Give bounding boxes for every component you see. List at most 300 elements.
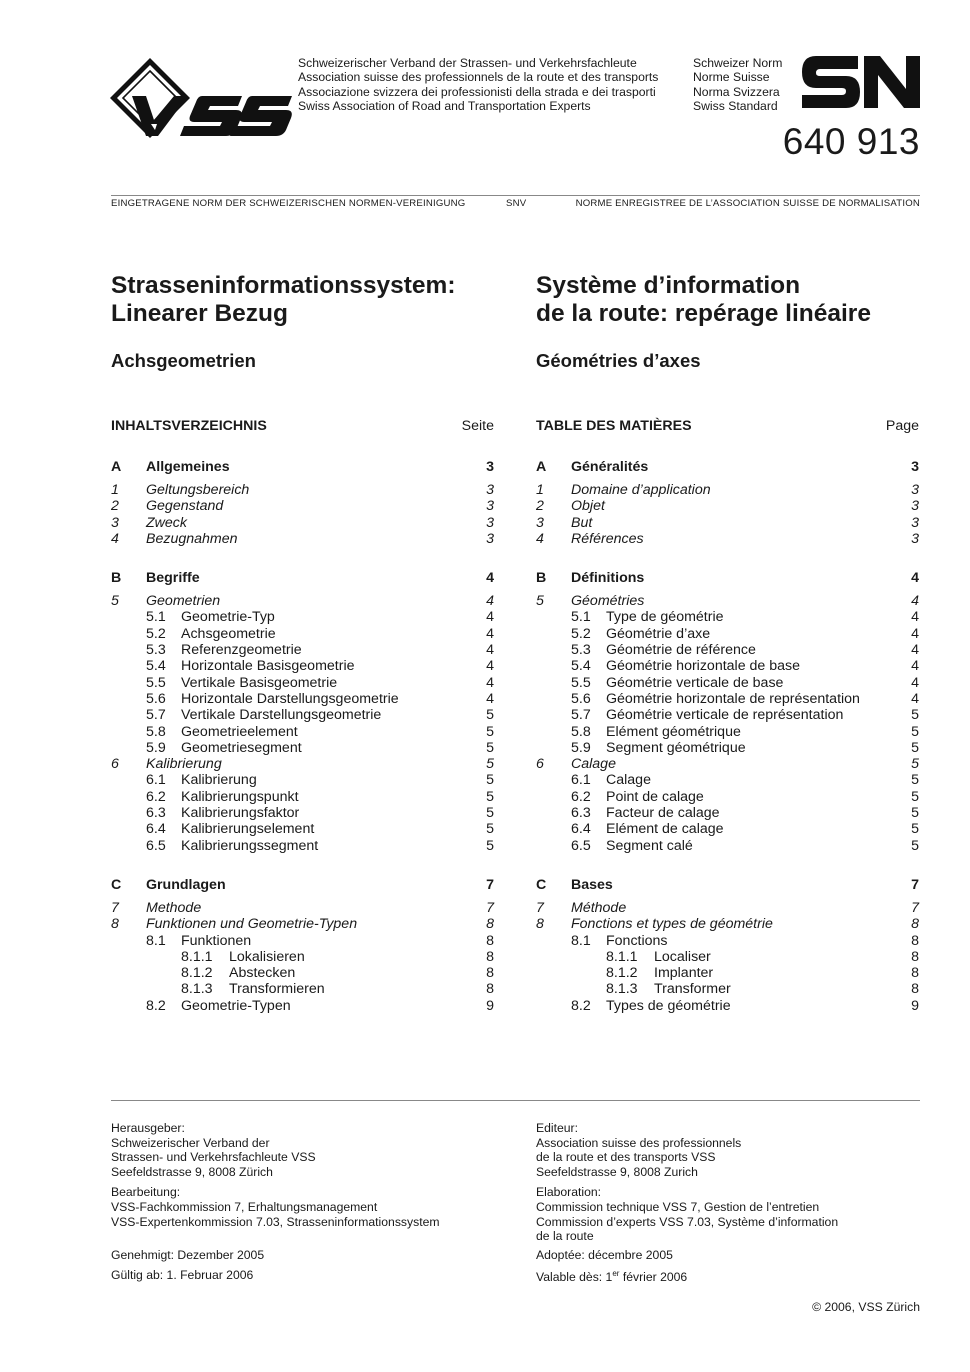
toc-page-number: 5 — [911, 707, 919, 724]
toc-entry-title: Horizontale Basisgeometrie — [181, 658, 355, 675]
registration-fr: NORME ENREGISTREE DE L’ASSOCIATION SUISSE DE NORMALISATION — [575, 198, 920, 209]
toc-page-number: 8 — [486, 948, 494, 965]
toc-section-title: Allgemeines — [146, 459, 230, 475]
toc-subsubentry[interactable] — [536, 965, 919, 981]
toc-entry-number: 6.1 — [571, 772, 591, 789]
editing-line: Commission technique VSS 7, Gestion de l’entretien — [536, 1199, 820, 1214]
toc-page-number: 5 — [911, 788, 919, 805]
toc-page-number: 5 — [486, 837, 494, 854]
toc-page-number: 4 — [486, 593, 494, 610]
toc-section[interactable] — [536, 458, 919, 476]
toc-entry-title: Lokalisieren — [229, 948, 305, 965]
title-fr-line-1: Système d’information — [536, 272, 801, 299]
toc-subsubentry[interactable] — [111, 981, 494, 997]
approved-date: Adoptée: décembre 2005 — [536, 1247, 673, 1262]
toc-entry-title: Geometrie-Typen — [181, 997, 291, 1014]
toc-page-number: 4 — [911, 642, 919, 659]
copyright: © 2006, VSS Zürich — [812, 1300, 920, 1314]
toc-indent — [111, 724, 146, 740]
toc-indent — [536, 707, 571, 723]
toc-entry-number: 6.3 — [571, 805, 591, 822]
toc-indent — [536, 675, 571, 691]
toc-entry[interactable] — [536, 482, 919, 498]
toc-entry[interactable] — [111, 498, 494, 514]
toc-header — [536, 418, 919, 436]
toc-page-number: 3 — [911, 498, 919, 515]
editing-line: VSS-Expertenkommission 7.03, Strasseninformationssystem — [111, 1214, 440, 1229]
toc-page-number: 8 — [911, 981, 919, 998]
toc-entry-title: Horizontale Darstellungsgeometrie — [181, 690, 399, 707]
toc-indent — [111, 691, 146, 707]
toc-entry-title: Point de calage — [606, 788, 704, 805]
toc-page-number: 8 — [486, 916, 494, 933]
toc-entry-number: 8.1.1 — [181, 948, 213, 965]
toc-entry[interactable] — [111, 593, 494, 609]
toc-entry-title: Objet — [571, 498, 605, 515]
toc-entry-title: Localiser — [654, 948, 711, 965]
approved-date: Genehmigt: Dezember 2005 — [111, 1248, 265, 1263]
toc-page-number: 3 — [486, 514, 494, 531]
toc-page-number: 4 — [486, 570, 494, 587]
toc-entry-title: Elément de calage — [606, 821, 724, 838]
toc-entry[interactable] — [536, 593, 919, 609]
publisher-line: Association suisse des professionnels — [536, 1135, 742, 1150]
toc-entry-number: 8.2 — [571, 997, 591, 1014]
valid-date: Gültig ab: 1. Februar 2006 — [111, 1267, 254, 1282]
toc-page-number: 5 — [486, 739, 494, 756]
toc-entry-number: 5.9 — [571, 739, 591, 756]
toc-entry-number: 5.6 — [571, 690, 591, 707]
toc-page-number: 5 — [486, 772, 494, 789]
toc-entry[interactable] — [111, 916, 494, 932]
toc-indent — [111, 658, 146, 674]
toc-entry-number: 6.4 — [146, 821, 166, 838]
toc-entry-number: 6.4 — [571, 821, 591, 838]
toc-entry-number: 5.2 — [146, 625, 166, 642]
publisher-line: Schweizerischer Verband der — [111, 1135, 270, 1150]
toc-section-title: Bases — [571, 876, 613, 893]
toc-entry-title: Calage — [606, 772, 651, 789]
toc-entry-title: Achsgeometrie — [181, 625, 276, 642]
toc-entry-number: 8.1 — [571, 932, 591, 949]
toc-subsubentry[interactable] — [111, 965, 494, 981]
toc-section-number: A — [111, 459, 122, 475]
toc-entry-number: 8 — [111, 916, 119, 933]
toc-entry[interactable] — [111, 531, 494, 547]
toc-page-number: 3 — [486, 482, 494, 498]
toc-page-number: 8 — [911, 916, 919, 933]
toc-entry-number: 8.2 — [146, 997, 166, 1014]
subtitle-de: Achsgeometrien — [111, 350, 256, 371]
toc-entry-number: 5 — [536, 593, 544, 610]
toc-indent — [111, 933, 146, 949]
org-line-fr: Association suisse des professionnels de la route et des transports — [298, 70, 659, 85]
toc-indent — [536, 609, 571, 625]
toc-page-number: 3 — [911, 514, 919, 531]
toc-page-number: 4 — [486, 690, 494, 707]
toc-entry-title: Géométrie d’axe — [606, 625, 711, 642]
toc-page-number: 3 — [911, 530, 919, 547]
toc-section-number: A — [536, 459, 547, 475]
toc-subentry[interactable] — [536, 821, 919, 837]
toc-section-title: Définitions — [571, 570, 645, 587]
toc-subentry[interactable] — [111, 707, 494, 723]
toc-indent — [536, 740, 571, 756]
toc-entry-number: 5 — [111, 593, 119, 610]
footer-divider — [111, 1100, 920, 1101]
toc-indent — [111, 805, 146, 821]
toc-entry-number: 8.1 — [146, 932, 166, 949]
valid-date-superscript: er — [612, 1269, 620, 1279]
toc-indent — [111, 821, 146, 837]
toc-subentry[interactable] — [111, 998, 494, 1014]
toc-indent — [111, 626, 146, 642]
toc-entry-number: 5.4 — [571, 658, 591, 675]
editing-label: Bearbeitung: — [111, 1185, 181, 1200]
toc-page-number: 8 — [486, 981, 494, 998]
toc-entry-number: 8.1.3 — [181, 981, 213, 998]
toc-subsubentry[interactable] — [111, 949, 494, 965]
toc-subentry[interactable] — [111, 821, 494, 837]
toc-entry-title: Fonctions — [606, 932, 668, 949]
toc-indent — [536, 838, 571, 854]
toc-entry[interactable] — [111, 756, 494, 772]
toc-entry-number: 2 — [111, 498, 119, 515]
toc-subentry[interactable] — [536, 642, 919, 658]
toc-page-number: 4 — [486, 609, 494, 626]
toc-subentry[interactable] — [111, 740, 494, 756]
toc-subentry[interactable] — [536, 626, 919, 642]
toc-entry-title: Facteur de calage — [606, 805, 720, 822]
toc-section-title: Grundlagen — [146, 876, 226, 893]
toc-indent — [536, 933, 571, 949]
toc-page-number: 4 — [911, 609, 919, 626]
toc-subentry[interactable] — [536, 675, 919, 691]
norm-line-it: Norma Svizzera — [693, 84, 780, 99]
toc-entry-number: 6.3 — [146, 805, 166, 822]
toc-section-number: B — [111, 570, 122, 587]
toc-subentry[interactable] — [111, 933, 494, 949]
toc-entry[interactable] — [111, 900, 494, 916]
toc-subentry[interactable] — [111, 609, 494, 625]
toc-section-gap — [536, 547, 919, 569]
toc-entry-number: 6 — [111, 756, 119, 773]
toc-page-number: 4 — [486, 625, 494, 642]
toc-header — [111, 418, 494, 436]
toc-entry-number: 4 — [111, 530, 119, 547]
toc-page-number: 5 — [486, 723, 494, 740]
valid-date-prefix: Valable dès: 1 — [536, 1270, 613, 1285]
toc-entry-number: 3 — [111, 514, 119, 531]
norm-line-de: Schweizer Norm — [693, 56, 783, 70]
toc-section-gap — [111, 854, 494, 876]
toc-entry-title: Géométrie horizontale de base — [606, 658, 801, 675]
toc-subentry[interactable] — [536, 658, 919, 674]
toc-entry-number: 7 — [536, 899, 544, 916]
toc-entry-title: Kalibrierungspunkt — [181, 788, 299, 805]
org-line-it: Associazione svizzera dei professionisti della strada e dei trasporti — [298, 84, 656, 99]
toc-page-label: Seite — [461, 418, 494, 434]
editing-line: de la route — [536, 1229, 594, 1244]
toc-page-number: 5 — [911, 821, 919, 838]
editing-line: VSS-Fachkommission 7, Erhaltungsmanagement — [111, 1199, 378, 1214]
toc-entry-title: Vertikale Darstellungsgeometrie — [181, 707, 382, 724]
toc-page-number: 8 — [911, 948, 919, 965]
toc-page-number: 7 — [486, 876, 494, 893]
organization-names — [298, 56, 658, 113]
toc-subentry[interactable] — [536, 707, 919, 723]
toc-entry-title: Implanter — [654, 965, 714, 982]
toc-page-number: 7 — [486, 899, 494, 916]
norm-line-en: Swiss Standard — [693, 98, 778, 113]
title-fr-line-2: de la route: repérage linéaire — [536, 300, 871, 327]
toc-section-number: C — [536, 876, 547, 893]
toc-entry-number: 6.2 — [146, 788, 166, 805]
toc-indent — [536, 626, 571, 642]
toc-page-number: 4 — [911, 658, 919, 675]
publisher-label: Herausgeber: — [111, 1121, 185, 1135]
toc-page-number: 4 — [911, 570, 919, 587]
header-divider — [111, 195, 920, 196]
sn-logo — [802, 56, 920, 108]
toc-section[interactable] — [536, 569, 919, 587]
toc-entry[interactable] — [536, 531, 919, 547]
toc-entry-title: But — [571, 514, 593, 531]
toc-subentry[interactable] — [536, 998, 919, 1014]
toc-page-number: 3 — [911, 459, 919, 475]
toc-entry-title: Segment géométrique — [606, 739, 746, 756]
toc-entry-title: Méthode — [571, 899, 627, 916]
toc-entry-title: Types de géométrie — [606, 997, 731, 1014]
toc-entry-number: 3 — [536, 514, 544, 531]
toc-entry-number: 8.1.3 — [606, 981, 638, 998]
toc-page-number: 4 — [911, 625, 919, 642]
publisher-label: Editeur: — [536, 1121, 579, 1135]
toc-indent — [536, 642, 571, 658]
footer-fr — [536, 1121, 838, 1285]
toc-entry-title: Références — [571, 530, 644, 547]
toc-page-number: 9 — [911, 997, 919, 1014]
toc-entry-title: Kalibrierung — [181, 772, 257, 789]
toc-subentry[interactable] — [111, 691, 494, 707]
toc-subentry[interactable] — [111, 626, 494, 642]
toc-entry-number: 1 — [536, 482, 544, 498]
toc-entry-number: 6.5 — [571, 837, 591, 854]
toc-page-number: 8 — [486, 932, 494, 949]
toc-entry-title: Referenzgeometrie — [181, 642, 302, 659]
toc-indent — [536, 965, 606, 981]
toc-section-title: Généralités — [571, 459, 649, 475]
vss-logo — [110, 58, 292, 138]
toc-indent — [111, 772, 146, 788]
toc-entry-number: 5.6 — [146, 690, 166, 707]
toc-subsubentry[interactable] — [536, 981, 919, 997]
toc-indent — [536, 805, 571, 821]
toc-page-number: 5 — [911, 772, 919, 789]
toc-entry[interactable] — [536, 916, 919, 932]
footer-de — [111, 1121, 440, 1282]
toc-entry-title: Funktionen und Geometrie-Typen — [146, 916, 358, 933]
toc-indent — [111, 642, 146, 658]
toc-entry-number: 5.5 — [571, 674, 591, 691]
toc-page-number: 4 — [486, 658, 494, 675]
toc-indent — [536, 821, 571, 837]
toc-entry-number: 6 — [536, 756, 544, 773]
toc-indent — [111, 707, 146, 723]
toc-section-gap — [111, 547, 494, 569]
toc-entry-number: 4 — [536, 530, 544, 547]
toc-entry[interactable] — [536, 498, 919, 514]
toc-section[interactable] — [111, 876, 494, 894]
toc-page-number: 3 — [486, 498, 494, 515]
toc-entry-title: Géométries — [571, 593, 645, 610]
toc-entry-number: 6.1 — [146, 772, 166, 789]
toc-entry-number: 5.3 — [571, 642, 591, 659]
toc-indent — [111, 998, 146, 1014]
toc-indent — [536, 998, 571, 1014]
valid-date-suffix: février 2006 — [619, 1270, 688, 1285]
toc-heading: TABLE DES MATIÈRES — [536, 418, 692, 434]
toc-subentry[interactable] — [111, 772, 494, 788]
toc-entry-number: 5.1 — [146, 609, 166, 626]
toc-entry-number: 5.4 — [146, 658, 166, 675]
toc-entry-number: 7 — [111, 899, 119, 916]
toc-indent — [111, 981, 181, 997]
toc-subentry[interactable] — [536, 691, 919, 707]
toc-entry-number: 5.9 — [146, 739, 166, 756]
toc-entry-number: 8.1.1 — [606, 948, 638, 965]
toc-entry-title: Methode — [146, 899, 202, 916]
toc-page-number: 5 — [486, 805, 494, 822]
toc-subentry[interactable] — [536, 609, 919, 625]
toc-entry-number: 5.7 — [571, 707, 591, 724]
toc-entry-title: Abstecken — [229, 965, 296, 982]
toc-subentry[interactable] — [536, 933, 919, 949]
toc-section[interactable] — [111, 569, 494, 587]
toc-section[interactable] — [111, 458, 494, 476]
org-line-de: Schweizerischer Verband der Strassen- und Verkehrsfachleute — [298, 56, 637, 70]
toc-subentry[interactable] — [536, 805, 919, 821]
toc-section-title: Begriffe — [146, 570, 200, 587]
toc-indent — [111, 949, 181, 965]
toc-entry-title: Kalibrierungselement — [181, 821, 315, 838]
toc-indent — [536, 691, 571, 707]
toc-indent — [536, 789, 571, 805]
toc-entry-title: Elément géométrique — [606, 723, 741, 740]
toc-entry-title: Domaine d’application — [571, 482, 711, 498]
toc-page-number: 9 — [486, 997, 494, 1014]
publisher-block-de — [111, 1121, 440, 1179]
toc-subentry[interactable] — [111, 838, 494, 854]
toc-subentry[interactable] — [111, 805, 494, 821]
norm-number: 640 913 — [782, 121, 920, 162]
toc-section-number: C — [111, 876, 122, 893]
toc-indent — [536, 981, 606, 997]
toc-subentry[interactable] — [536, 838, 919, 854]
toc-page-number: 5 — [911, 739, 919, 756]
editing-block-de — [111, 1185, 440, 1229]
toc-entry-title: Géométrie verticale de représentation — [606, 707, 844, 724]
toc-entry-number: 8 — [536, 916, 544, 933]
toc-entry-title: Géométrie verticale de base — [606, 674, 784, 691]
toc-entry[interactable] — [536, 515, 919, 531]
registration-snv: SNV — [506, 198, 527, 209]
toc-page-number: 8 — [911, 965, 919, 982]
toc-entry-title: Gegenstand — [146, 498, 224, 515]
toc-entry[interactable] — [536, 756, 919, 772]
toc-entry-number: 8.1.2 — [181, 965, 213, 982]
norm-line-fr: Norme Suisse — [693, 70, 770, 85]
title-fr — [536, 272, 871, 328]
toc-entry-title: Kalibrierungssegment — [181, 837, 319, 854]
toc-entry-title: Funktionen — [181, 932, 252, 949]
toc-entry[interactable] — [536, 900, 919, 916]
toc-page-number: 5 — [486, 821, 494, 838]
toc-page-label: Page — [885, 418, 919, 434]
toc-page-number: 5 — [486, 756, 494, 773]
dates-block-de — [111, 1248, 440, 1282]
toc-page-number: 4 — [486, 642, 494, 659]
toc-page-number: 5 — [911, 805, 919, 822]
toc-indent — [536, 949, 606, 965]
toc-subentry[interactable] — [111, 642, 494, 658]
editing-line: Commission d’experts VSS 7.03, Système d’information — [536, 1214, 839, 1229]
toc-page-number: 3 — [911, 482, 919, 498]
toc-page-number: 8 — [911, 932, 919, 949]
editing-block-fr — [536, 1185, 838, 1243]
publisher-line: de la route et des transports VSS — [536, 1150, 716, 1165]
toc-indent — [536, 724, 571, 740]
toc-entry-number: 5.3 — [146, 642, 166, 659]
toc-entry-title: Transformieren — [229, 981, 325, 998]
toc-page-number: 7 — [911, 899, 919, 916]
toc-subentry[interactable] — [111, 658, 494, 674]
publisher-block-fr — [536, 1121, 838, 1179]
toc-section-number: B — [536, 570, 547, 587]
registration-de: EINGETRAGENE NORM DER SCHWEIZERISCHEN NORMEN-VEREINIGUNG — [111, 198, 466, 209]
toc-entry-number: 8.1.2 — [606, 965, 638, 982]
toc-entry-title: Kalibrierung — [146, 756, 222, 773]
toc-entry[interactable] — [111, 515, 494, 531]
toc-subentry[interactable] — [536, 724, 919, 740]
toc-subentry[interactable] — [536, 772, 919, 788]
publisher-line: Seefeldstrasse 9, 8008 Zurich — [536, 1164, 698, 1179]
toc-indent — [111, 609, 146, 625]
toc-entry-title: Geometrie-Typ — [181, 609, 275, 626]
toc-entry-title: Géométrie horizontale de représentation — [606, 690, 860, 707]
toc-entry-title: Geometrieelement — [181, 723, 298, 740]
toc-page-number: 4 — [486, 674, 494, 691]
toc-subentry[interactable] — [536, 740, 919, 756]
toc-entry-number: 6.5 — [146, 837, 166, 854]
toc-indent — [111, 740, 146, 756]
toc-subentry[interactable] — [111, 675, 494, 691]
publisher-line: Strassen- und Verkehrsfachleute VSS — [111, 1150, 316, 1165]
toc-subentry[interactable] — [536, 789, 919, 805]
toc-page-number: 5 — [911, 756, 919, 773]
subtitle-fr: Géométries d’axes — [536, 350, 701, 371]
toc-section[interactable] — [536, 876, 919, 894]
toc-entry[interactable] — [111, 482, 494, 498]
toc-page-number: 4 — [911, 593, 919, 610]
table-of-contents-fr — [536, 418, 919, 1014]
toc-subentry[interactable] — [111, 789, 494, 805]
toc-entry-title: Transformer — [654, 981, 731, 998]
toc-section-gap — [536, 854, 919, 876]
toc-page-number: 3 — [486, 530, 494, 547]
toc-subsubentry[interactable] — [536, 949, 919, 965]
toc-subentry[interactable] — [111, 724, 494, 740]
